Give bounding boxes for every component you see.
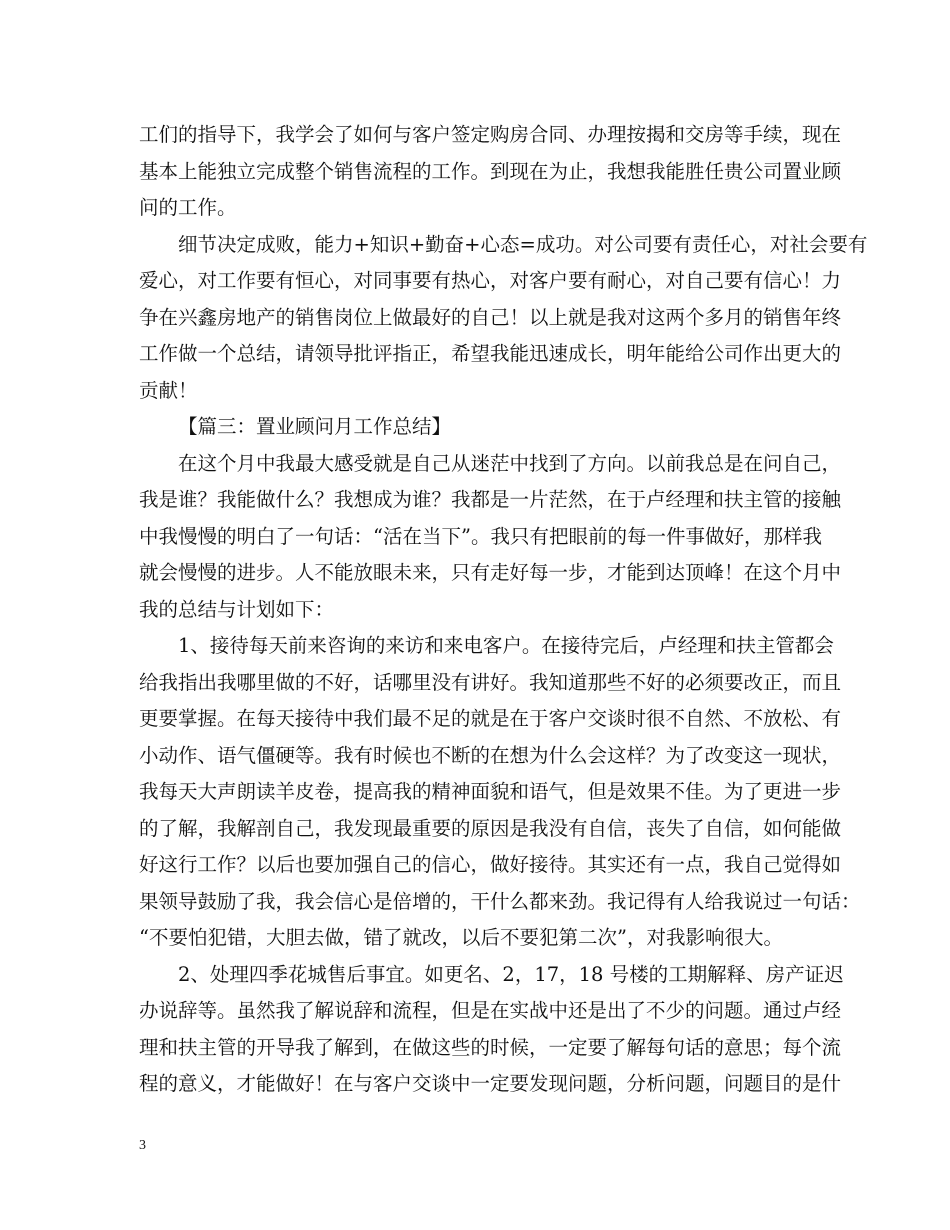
text-line: 工作做一个总结，请领导批评指正，希望我能迅速成长，明年能给公司作出更大的 [139,342,842,365]
text-line: 在这个月中我最大感受就是自己从迷茫中找到了方向。以前我总是在问自己， [178,451,842,475]
text-line: 我的总结与计划如下： [139,597,335,621]
text-line: 我是谁？我能做什么？我想成为谁？我都是一片茫然，在于卢经理和扶主管的接触 [139,488,842,511]
text-line: 爱心，对工作要有恒心，对同事要有热心，对客户要有耐心，对自己要有信心！力 [139,269,842,292]
text-line: 2、处理四季花城售后事宜。如更名、2，17，18 号楼的工期解释、房产证迟 [178,962,844,986]
text-line: 办说辞等。虽然我了解说辞和流程，但是在实战中还是出了不少的问题。通过卢经 [139,999,842,1022]
text-line: 程的意义，才能做好！在与客户交谈中一定要发现问题，分析问题，问题目的是什 [139,1072,842,1095]
text-line: 我每天大声朗读羊皮卷，提高我的精神面貌和语气，但是效果不佳。为了更进一步 [139,780,842,803]
text-line: 就会慢慢的进步。人不能放眼未来，只有走好每一步，才能到达顶峰！在这个月中 [139,561,842,584]
text-line: 工们的指导下，我学会了如何与客户签定购房合同、办理按揭和交房等手续，现在 [139,123,842,146]
text-line: 1、接待每天前来咨询的来访和来电客户。在接待完后，卢经理和扶主管都会 [178,634,834,657]
document-body [139,117,868,1103]
text-line: 更要掌握。在每天接待中我们最不足的就是在于客户交谈时很不自然、不放松、有 [139,707,842,730]
text-line: 给我指出我哪里做的不好，话哪里没有讲好。我知道那些不好的必须要改正，而且 [139,670,842,694]
text-line: 小动作、语气僵硬等。我有时候也不断的在想为什么会这样？为了改变这一现状， [139,743,842,767]
page-number: 3 [139,1138,146,1153]
text-line: 争在兴鑫房地产的销售岗位上做最好的自己！以上就是我对这两个多月的销售年终 [139,305,842,329]
text-line: 好这行工作？以后也要加强自己的信心，做好接待。其实还有一点，我自己觉得如 [139,853,842,876]
text-line: 细节决定成败，能力+知识+勤奋+心态=成功。对公司要有责任心，对社会要有 [178,232,868,256]
text-line: “不要怕犯错，大胆去做，错了就改，以后不要犯第二次”，对我影响很大。 [139,926,783,949]
text-line: 的了解，我解剖自己，我发现最重要的原因是我没有自信，丧失了自信，如何能做 [139,816,842,840]
text-line: 果领导鼓励了我，我会信心是倍增的，干什么都来劲。我记得有人给我说过一句话： [139,889,861,913]
text-line: 问的工作。 [139,196,237,219]
text-line: 贡献！ [139,378,198,402]
text-line: 中我慢慢的明白了一句话：“活在当下”。我只有把眼前的每一件事做好，那样我 [139,524,822,548]
text-line: 理和扶主管的开导我了解到，在做这些的时候，一定要了解每句话的意思；每个流 [139,1035,842,1059]
text-line: 基本上能独立完成整个销售流程的工作。到现在为止，我想我能胜任贵公司置业顾 [139,159,842,183]
text-line: 【篇三：置业顾问月工作总结】 [178,415,452,438]
